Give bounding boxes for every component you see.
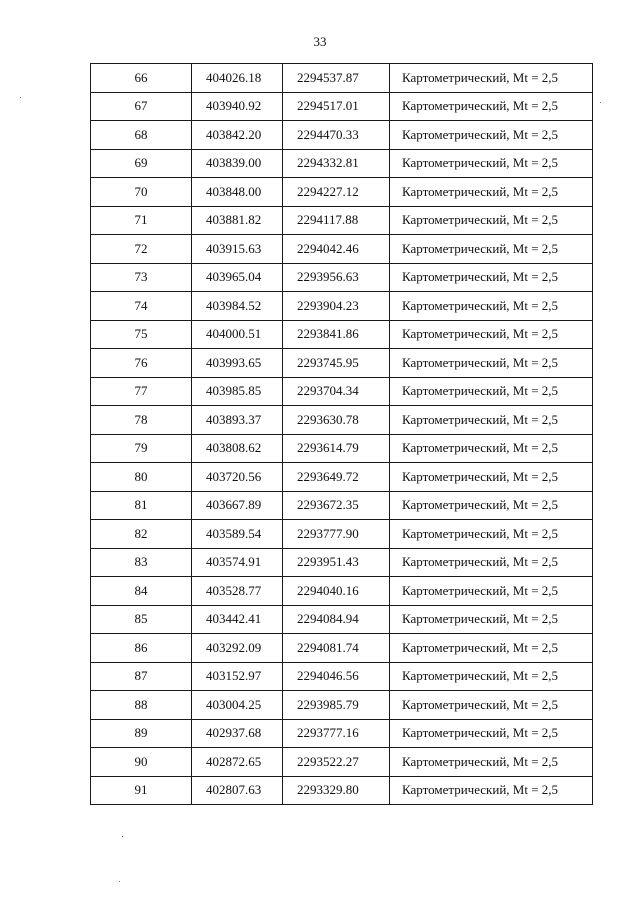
method-cell: Картометрический, Mt = 2,5 bbox=[390, 121, 593, 150]
x-coordinate-cell: 403574.91 bbox=[192, 548, 283, 577]
x-coordinate-cell: 403881.82 bbox=[192, 206, 283, 235]
method-cell: Картометрический, Mt = 2,5 bbox=[390, 520, 593, 549]
method-cell: Картометрический, Mt = 2,5 bbox=[390, 776, 593, 805]
method-cell: Картометрический, Mt = 2,5 bbox=[390, 149, 593, 178]
method-cell: Картометрический, Mt = 2,5 bbox=[390, 434, 593, 463]
point-number-cell: 67 bbox=[91, 92, 192, 121]
x-coordinate-cell: 403848.00 bbox=[192, 178, 283, 207]
method-cell: Картометрический, Mt = 2,5 bbox=[390, 64, 593, 93]
x-coordinate-cell: 403720.56 bbox=[192, 463, 283, 492]
y-coordinate-cell: 2293745.95 bbox=[283, 349, 390, 378]
table-row bbox=[91, 121, 593, 150]
x-coordinate-cell: 403985.85 bbox=[192, 377, 283, 406]
y-coordinate-cell: 2293329.80 bbox=[283, 776, 390, 805]
coordinates-table-body bbox=[91, 64, 593, 805]
table-row bbox=[91, 292, 593, 321]
y-coordinate-cell: 2294084.94 bbox=[283, 605, 390, 634]
point-number-cell: 86 bbox=[91, 634, 192, 663]
y-coordinate-cell: 2294117.88 bbox=[283, 206, 390, 235]
x-coordinate-cell: 403993.65 bbox=[192, 349, 283, 378]
method-cell: Картометрический, Mt = 2,5 bbox=[390, 178, 593, 207]
point-number-cell: 85 bbox=[91, 605, 192, 634]
point-number-cell: 89 bbox=[91, 719, 192, 748]
y-coordinate-cell: 2294081.74 bbox=[283, 634, 390, 663]
method-cell: Картометрический, Mt = 2,5 bbox=[390, 406, 593, 435]
y-coordinate-cell: 2293904.23 bbox=[283, 292, 390, 321]
page-number: 33 bbox=[313, 34, 327, 49]
y-coordinate-cell: 2293522.27 bbox=[283, 748, 390, 777]
method-cell: Картометрический, Mt = 2,5 bbox=[390, 691, 593, 720]
x-coordinate-cell: 403808.62 bbox=[192, 434, 283, 463]
method-cell: Картометрический, Mt = 2,5 bbox=[390, 320, 593, 349]
table-row bbox=[91, 263, 593, 292]
y-coordinate-cell: 2294040.16 bbox=[283, 577, 390, 606]
y-coordinate-cell: 2293704.34 bbox=[283, 377, 390, 406]
table-row bbox=[91, 92, 593, 121]
y-coordinate-cell: 2293672.35 bbox=[283, 491, 390, 520]
table-row bbox=[91, 64, 593, 93]
y-coordinate-cell: 2293777.90 bbox=[283, 520, 390, 549]
table-row bbox=[91, 605, 593, 634]
method-cell: Картометрический, Mt = 2,5 bbox=[390, 605, 593, 634]
x-coordinate-cell: 403965.04 bbox=[192, 263, 283, 292]
table-row bbox=[91, 320, 593, 349]
method-cell: Картометрический, Mt = 2,5 bbox=[390, 263, 593, 292]
table-row bbox=[91, 520, 593, 549]
method-cell: Картометрический, Mt = 2,5 bbox=[390, 235, 593, 264]
x-coordinate-cell: 403004.25 bbox=[192, 691, 283, 720]
table-row bbox=[91, 748, 593, 777]
table-row bbox=[91, 149, 593, 178]
method-cell: Картометрический, Mt = 2,5 bbox=[390, 491, 593, 520]
table-row bbox=[91, 548, 593, 577]
y-coordinate-cell: 2293649.72 bbox=[283, 463, 390, 492]
x-coordinate-cell: 402872.65 bbox=[192, 748, 283, 777]
table-row bbox=[91, 491, 593, 520]
x-coordinate-cell: 403839.00 bbox=[192, 149, 283, 178]
point-number-cell: 82 bbox=[91, 520, 192, 549]
x-coordinate-cell: 403940.92 bbox=[192, 92, 283, 121]
point-number-cell: 73 bbox=[91, 263, 192, 292]
x-coordinate-cell: 403528.77 bbox=[192, 577, 283, 606]
y-coordinate-cell: 2294470.33 bbox=[283, 121, 390, 150]
y-coordinate-cell: 2293777.16 bbox=[283, 719, 390, 748]
method-cell: Картометрический, Mt = 2,5 bbox=[390, 577, 593, 606]
point-number-cell: 68 bbox=[91, 121, 192, 150]
method-cell: Картометрический, Mt = 2,5 bbox=[390, 634, 593, 663]
scan-speck bbox=[119, 881, 120, 882]
y-coordinate-cell: 2293985.79 bbox=[283, 691, 390, 720]
table-row bbox=[91, 662, 593, 691]
table-row bbox=[91, 577, 593, 606]
x-coordinate-cell: 403842.20 bbox=[192, 121, 283, 150]
method-cell: Картометрический, Mt = 2,5 bbox=[390, 206, 593, 235]
scan-speck bbox=[122, 836, 123, 837]
y-coordinate-cell: 2293956.63 bbox=[283, 263, 390, 292]
table-row bbox=[91, 349, 593, 378]
y-coordinate-cell: 2293630.78 bbox=[283, 406, 390, 435]
x-coordinate-cell: 403984.52 bbox=[192, 292, 283, 321]
y-coordinate-cell: 2293614.79 bbox=[283, 434, 390, 463]
y-coordinate-cell: 2294537.87 bbox=[283, 64, 390, 93]
method-cell: Картометрический, Mt = 2,5 bbox=[390, 548, 593, 577]
x-coordinate-cell: 403667.89 bbox=[192, 491, 283, 520]
point-number-cell: 78 bbox=[91, 406, 192, 435]
method-cell: Картометрический, Mt = 2,5 bbox=[390, 92, 593, 121]
scan-speck bbox=[20, 97, 21, 98]
table-row bbox=[91, 206, 593, 235]
table-row bbox=[91, 235, 593, 264]
table-row bbox=[91, 719, 593, 748]
point-number-cell: 77 bbox=[91, 377, 192, 406]
table-row bbox=[91, 776, 593, 805]
method-cell: Картометрический, Mt = 2,5 bbox=[390, 349, 593, 378]
method-cell: Картометрический, Mt = 2,5 bbox=[390, 292, 593, 321]
x-coordinate-cell: 403292.09 bbox=[192, 634, 283, 663]
point-number-cell: 74 bbox=[91, 292, 192, 321]
method-cell: Картометрический, Mt = 2,5 bbox=[390, 463, 593, 492]
x-coordinate-cell: 403915.63 bbox=[192, 235, 283, 264]
point-number-cell: 69 bbox=[91, 149, 192, 178]
x-coordinate-cell: 404000.51 bbox=[192, 320, 283, 349]
point-number-cell: 88 bbox=[91, 691, 192, 720]
point-number-cell: 79 bbox=[91, 434, 192, 463]
y-coordinate-cell: 2294227.12 bbox=[283, 178, 390, 207]
y-coordinate-cell: 2294042.46 bbox=[283, 235, 390, 264]
point-number-cell: 75 bbox=[91, 320, 192, 349]
point-number-cell: 71 bbox=[91, 206, 192, 235]
point-number-cell: 72 bbox=[91, 235, 192, 264]
coordinates-table bbox=[90, 63, 593, 805]
y-coordinate-cell: 2293841.86 bbox=[283, 320, 390, 349]
table-row bbox=[91, 463, 593, 492]
x-coordinate-cell: 403442.41 bbox=[192, 605, 283, 634]
x-coordinate-cell: 403152.97 bbox=[192, 662, 283, 691]
point-number-cell: 90 bbox=[91, 748, 192, 777]
scan-speck bbox=[600, 102, 601, 103]
point-number-cell: 66 bbox=[91, 64, 192, 93]
x-coordinate-cell: 404026.18 bbox=[192, 64, 283, 93]
x-coordinate-cell: 403893.37 bbox=[192, 406, 283, 435]
y-coordinate-cell: 2293951.43 bbox=[283, 548, 390, 577]
table-row bbox=[91, 434, 593, 463]
table-row bbox=[91, 634, 593, 663]
table-row bbox=[91, 691, 593, 720]
point-number-cell: 80 bbox=[91, 463, 192, 492]
y-coordinate-cell: 2294046.56 bbox=[283, 662, 390, 691]
point-number-cell: 91 bbox=[91, 776, 192, 805]
table-row bbox=[91, 377, 593, 406]
x-coordinate-cell: 403589.54 bbox=[192, 520, 283, 549]
x-coordinate-cell: 402937.68 bbox=[192, 719, 283, 748]
y-coordinate-cell: 2294332.81 bbox=[283, 149, 390, 178]
method-cell: Картометрический, Mt = 2,5 bbox=[390, 662, 593, 691]
point-number-cell: 84 bbox=[91, 577, 192, 606]
point-number-cell: 83 bbox=[91, 548, 192, 577]
method-cell: Картометрический, Mt = 2,5 bbox=[390, 748, 593, 777]
y-coordinate-cell: 2294517.01 bbox=[283, 92, 390, 121]
method-cell: Картометрический, Mt = 2,5 bbox=[390, 377, 593, 406]
point-number-cell: 81 bbox=[91, 491, 192, 520]
point-number-cell: 87 bbox=[91, 662, 192, 691]
point-number-cell: 70 bbox=[91, 178, 192, 207]
table-row bbox=[91, 406, 593, 435]
point-number-cell: 76 bbox=[91, 349, 192, 378]
table-row bbox=[91, 178, 593, 207]
method-cell: Картометрический, Mt = 2,5 bbox=[390, 719, 593, 748]
x-coordinate-cell: 402807.63 bbox=[192, 776, 283, 805]
